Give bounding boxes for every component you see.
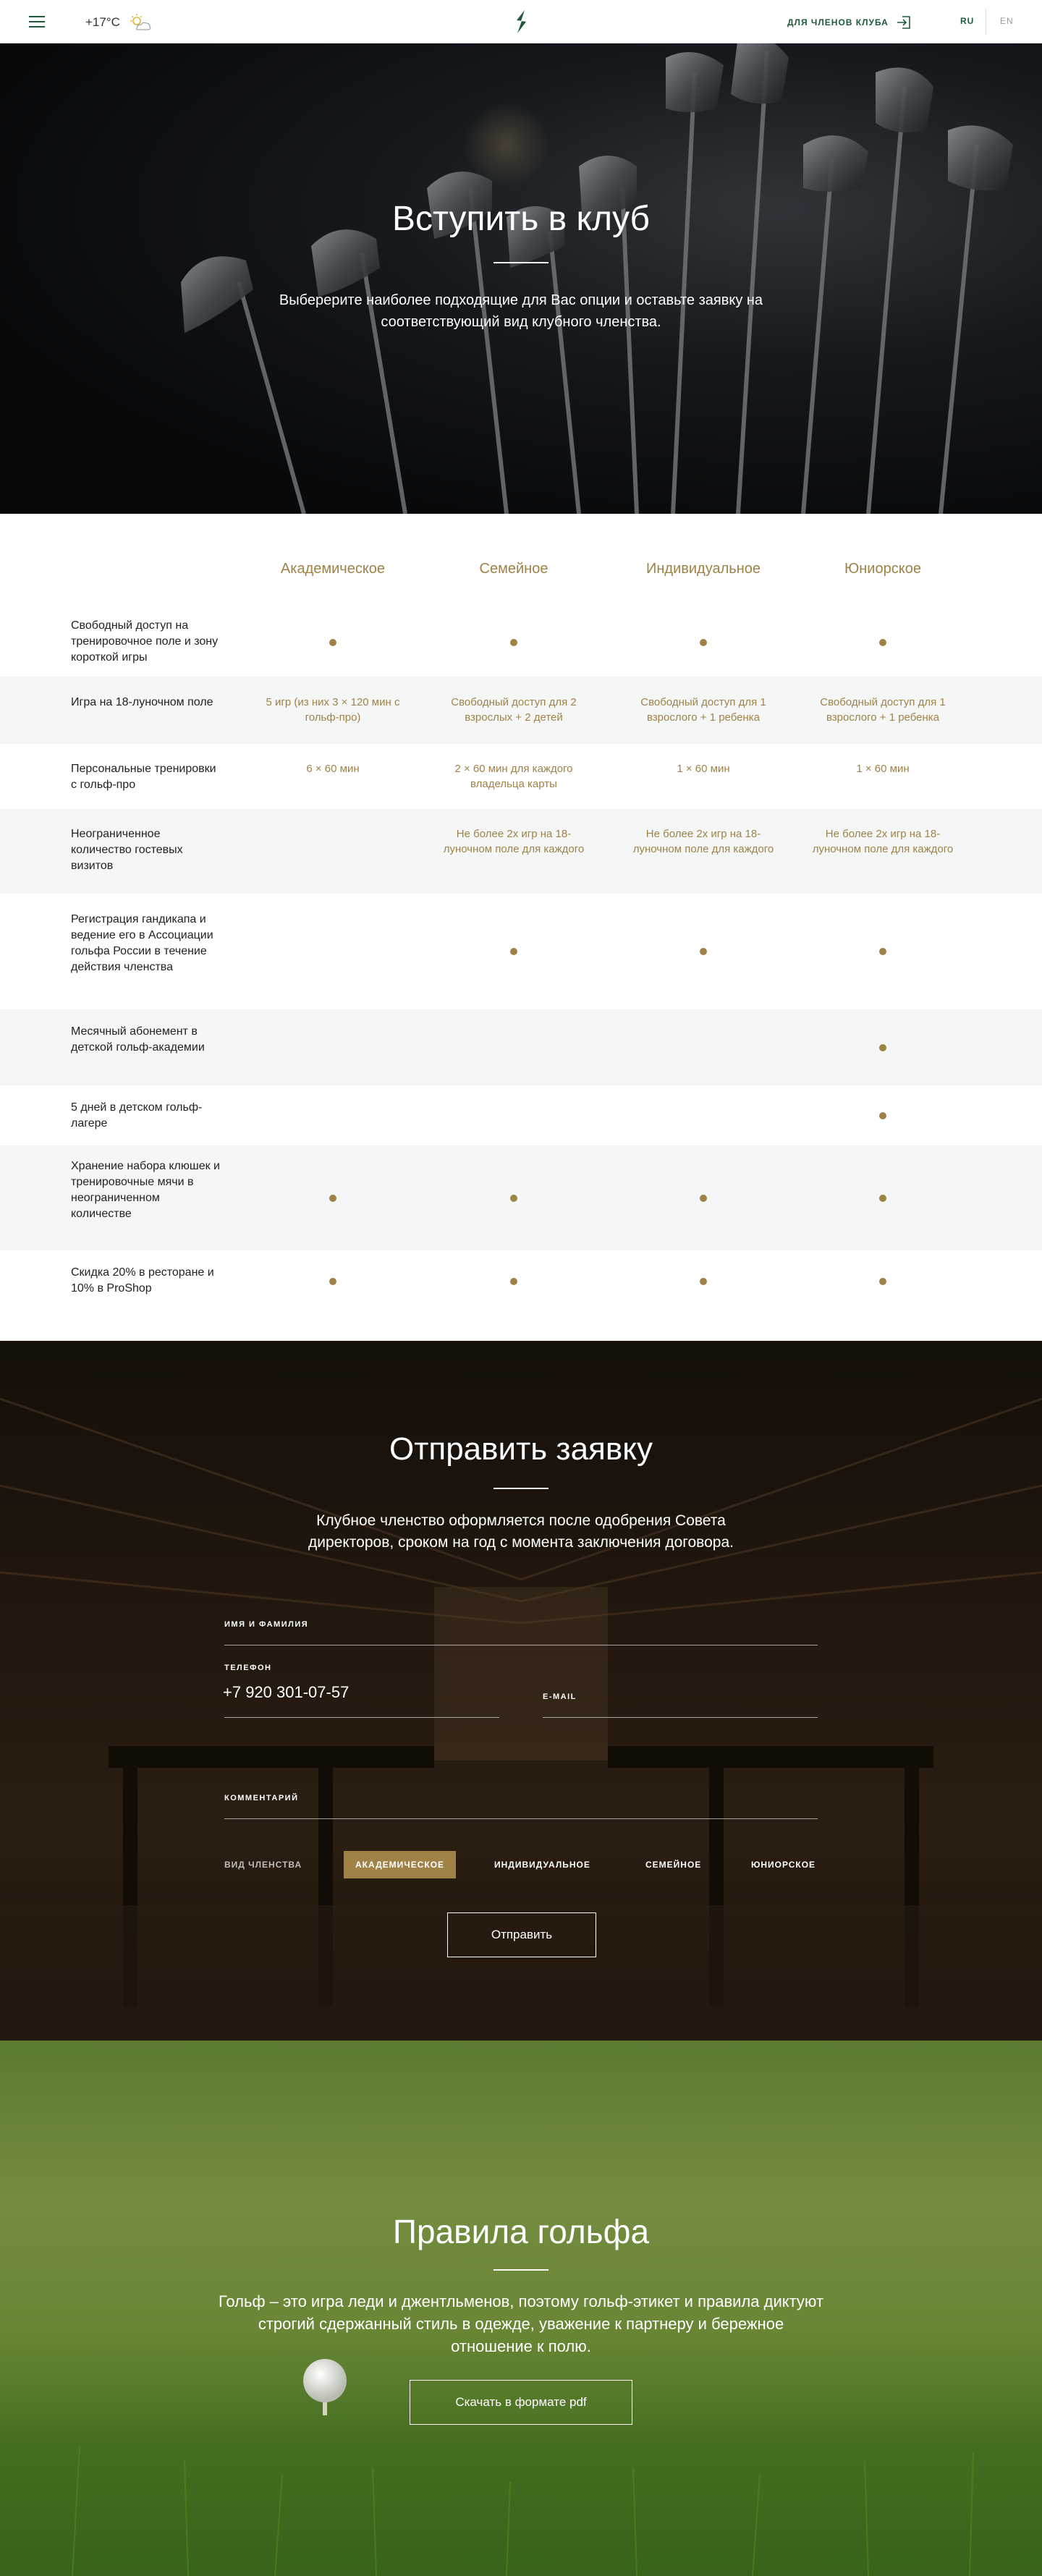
type-family-button[interactable]: СЕМЕЙНОЕ bbox=[645, 1860, 702, 1870]
row-label: Скидка 20% в ресторане и 10% в ProShop bbox=[71, 1266, 214, 1295]
phone-label: ТЕЛЕФОН bbox=[224, 1664, 272, 1672]
rules-divider bbox=[494, 2269, 548, 2271]
cell-value: Не более 2х игр на 18-луночном поле для каждого bbox=[812, 828, 954, 855]
row-label: Персональные тренировки с гольф-про bbox=[71, 763, 216, 791]
row-label: Месячный абонемент в детской гольф-академии bbox=[71, 1025, 205, 1054]
menu-icon[interactable] bbox=[29, 16, 45, 27]
lang-en[interactable]: EN bbox=[1000, 16, 1014, 26]
column-junior: Юниорское bbox=[844, 561, 921, 577]
application-section bbox=[0, 1341, 1042, 2041]
submit-button[interactable]: Отправить bbox=[447, 1912, 596, 1957]
hero-title: Вступить в клуб bbox=[391, 200, 651, 238]
membership-table bbox=[0, 514, 1042, 1341]
cell-value: Не более 2х игр на 18-луночном поле для каждого bbox=[632, 828, 774, 855]
row-label: Хранение набора клюшек и тренировочные мячи в неограниченном количестве bbox=[71, 1160, 220, 1220]
name-input[interactable] bbox=[223, 1630, 816, 1651]
row-label: Свободный доступ на тренировочное поле и зону короткой игры bbox=[71, 619, 219, 664]
hero-subtitle: Выберерите наиболее подходящие для Вас опции и оставьте заявку на соответствующий вид клубного членства. bbox=[279, 292, 763, 330]
row-label: 5 дней в детском гольф-лагере bbox=[71, 1101, 203, 1130]
phone-underline bbox=[224, 1717, 499, 1718]
hero-divider bbox=[494, 262, 548, 263]
table-row bbox=[0, 809, 1042, 894]
comment-input[interactable] bbox=[223, 1795, 816, 1816]
weather-widget bbox=[85, 13, 152, 32]
apply-title: Отправить заявку bbox=[389, 1431, 653, 1467]
phone-input[interactable] bbox=[223, 1681, 498, 1704]
included-dot bbox=[700, 948, 707, 955]
type-individual-button[interactable]: ИНДИВИДУАЛЬНОЕ bbox=[494, 1860, 590, 1870]
included-dot bbox=[879, 1195, 886, 1202]
table-row bbox=[0, 1250, 1042, 1315]
column-individual: Индивидуальное bbox=[645, 561, 761, 577]
included-dot bbox=[879, 1112, 886, 1119]
comment-label: КОММЕНТАРИЙ bbox=[224, 1794, 299, 1802]
download-pdf-button[interactable]: Скачать в формате pdf bbox=[410, 2380, 632, 2425]
cell-value: 6 × 60 мин bbox=[306, 763, 360, 775]
column-family: Семейное bbox=[479, 561, 548, 577]
cell-value: 5 игр (из них 3 × 120 мин с гольф-про) bbox=[266, 696, 400, 724]
included-dot bbox=[510, 1278, 517, 1285]
sun-cloud-icon bbox=[127, 13, 152, 32]
included-dot bbox=[879, 1278, 886, 1285]
column-academic: Академическое bbox=[280, 561, 386, 577]
apply-subtitle: Клубное членство оформляется после одобрения Совета директоров, сроком на год с момента заключения договора. bbox=[308, 1512, 734, 1551]
email-input[interactable] bbox=[541, 1694, 816, 1714]
table-row bbox=[0, 894, 1042, 1009]
rules-title: Правила гольфа bbox=[392, 2213, 650, 2250]
lang-ru[interactable]: RU bbox=[960, 16, 975, 26]
table-row bbox=[0, 1009, 1042, 1085]
members-login-link[interactable] bbox=[787, 14, 912, 30]
table-row bbox=[0, 677, 1042, 744]
table-row bbox=[0, 1085, 1042, 1145]
included-dot bbox=[879, 1044, 886, 1051]
comment-underline bbox=[224, 1818, 818, 1819]
cell-value: 1 × 60 мин bbox=[677, 763, 730, 775]
club-logo[interactable] bbox=[512, 9, 530, 35]
row-label: Игра на 18-луночном поле bbox=[71, 696, 213, 708]
cell-value: 2 × 60 мин для каждого владельца карты bbox=[454, 763, 573, 790]
members-label: ДЛЯ ЧЛЕНОВ КЛУБА bbox=[787, 17, 889, 27]
included-dot bbox=[700, 639, 707, 646]
included-dot bbox=[329, 1278, 336, 1285]
row-label: Регистрация гандикапа и ведение его в Ассоциации гольфа России в течение действия членства bbox=[71, 913, 213, 973]
rules-subtitle: Гольф – это игра леди и джентльменов, поэтому гольф-этикет и правила диктуют строгий сдержанный стиль в одежде, уважение к партнеру и бережное отношение к полю. bbox=[218, 2292, 824, 2355]
included-dot bbox=[510, 639, 517, 646]
cell-value: Свободный доступ для 1 взрослого + 1 ребенка bbox=[820, 696, 946, 724]
cell-value: Свободный доступ для 1 взрослого + 1 ребенка bbox=[640, 696, 766, 724]
cell-value: 1 × 60 мин bbox=[856, 763, 910, 775]
included-dot bbox=[510, 948, 517, 955]
name-label: ИМЯ И ФАМИЛИЯ bbox=[224, 1620, 309, 1629]
included-dot bbox=[329, 639, 336, 646]
email-label: E-MAIL bbox=[543, 1692, 577, 1701]
cell-value: Свободный доступ для 2 взрослых + 2 детей bbox=[451, 696, 577, 724]
type-academic-button[interactable]: АКАДЕМИЧЕСКОЕ bbox=[344, 1851, 456, 1878]
login-icon bbox=[896, 14, 912, 30]
hero-section bbox=[0, 43, 1042, 514]
table-row bbox=[0, 1145, 1042, 1250]
included-dot bbox=[879, 948, 886, 955]
site-header bbox=[0, 0, 1042, 43]
table-row bbox=[0, 608, 1042, 677]
included-dot bbox=[700, 1278, 707, 1285]
included-dot bbox=[510, 1195, 517, 1202]
golf-clubs-image bbox=[0, 43, 1042, 514]
table-row bbox=[0, 744, 1042, 809]
temperature: +17°C bbox=[85, 15, 120, 29]
row-label: Неограниченное количество гостевых визитов bbox=[71, 828, 183, 872]
type-junior-button[interactable]: ЮНИОРСКОЕ bbox=[751, 1860, 816, 1870]
email-underline bbox=[543, 1717, 818, 1718]
cell-value: Не более 2х игр на 18-луночном поле для каждого bbox=[443, 828, 585, 855]
golf-rules-section bbox=[0, 2041, 1042, 2576]
apply-divider bbox=[494, 1488, 548, 1489]
membership-type-label: ВИД ЧЛЕНСТВА bbox=[224, 1860, 302, 1870]
included-dot bbox=[329, 1195, 336, 1202]
included-dot bbox=[879, 639, 886, 646]
included-dot bbox=[700, 1195, 707, 1202]
